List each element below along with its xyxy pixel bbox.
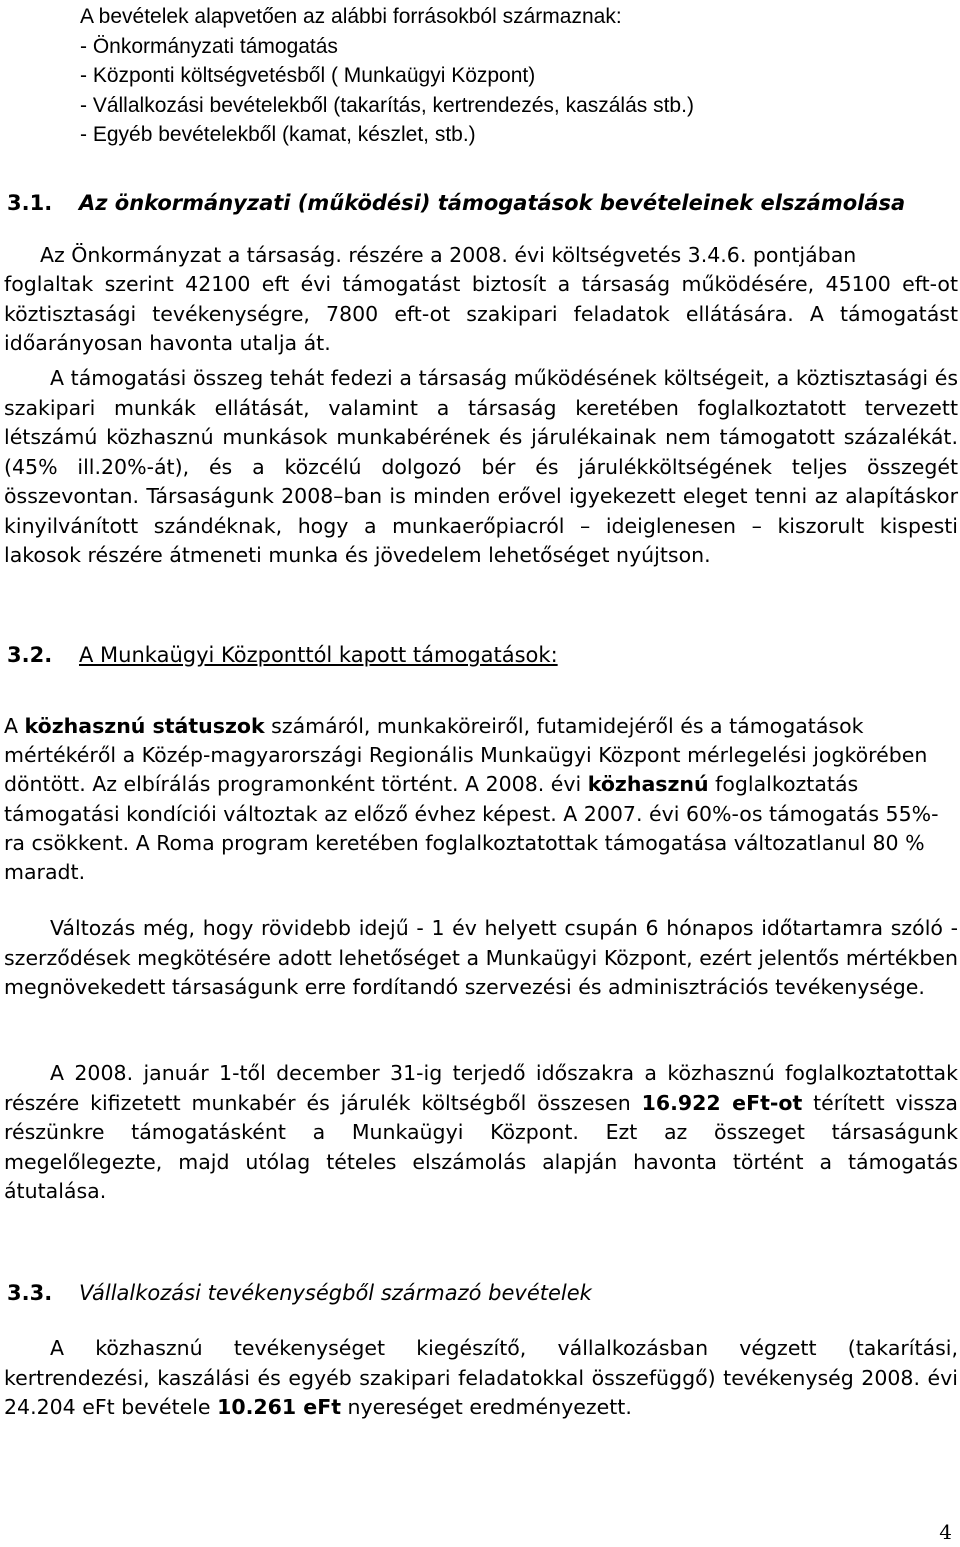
intro-item: - Központi költségvetésből ( Munkaügyi Központ)	[80, 64, 536, 87]
section-heading-3-3	[7, 1278, 592, 1308]
intro-item: - Egyéb bevételekből (kamat, készlet, stb.)	[80, 123, 476, 146]
section-number: 3.2.	[7, 643, 53, 667]
section-title: A Munkaügyi Központtól kapott támogatások:	[79, 643, 558, 667]
paragraph-3-1-body: foglaltak szerint 42100 eft évi támogatást biztosít a társaság működésére, 45100 eft-ot köztisztasági tevékenységre, 7800 eft-ot szakipari feladatok ellátására. A támogatást időarányosan havonta utalja át.	[4, 272, 958, 355]
section-title: Vállalkozási tevékenységből származó bevételek	[79, 1281, 592, 1305]
section-number: 3.1.	[7, 191, 53, 215]
page-number: 4	[939, 1520, 952, 1544]
section-heading-3-1	[7, 188, 905, 218]
section-heading-3-2	[7, 640, 558, 670]
section-number: 3.3.	[7, 1281, 53, 1305]
paragraph-3-1-first-line: Az Önkormányzat a társaság. részére a 2008. évi költségvetés 3.4.6. pontjában	[40, 243, 857, 267]
paragraph-3-2-third: A 2008. január 1-től december 31-ig terjedő időszakra a közhasznú foglalkoztatottak részére kifizetett munkabér és járulék költségből összesen 16.922 eFt-ot térített vissza részünkre támogatásként a Munkaügyi Központ. Ezt az összeget társaságunk megelőlegezte, majd utólag tételes elszámolás alapján havonta történt a támogatás átutalása.	[4, 1061, 958, 1203]
intro-item: - Önkormányzati támogatás	[80, 34, 338, 58]
paragraph-3-3: A közhasznú tevékenységet kiegészítő, vállalkozásban végzett (takarítási, kertrendezési, kaszálási és egyéb szakipari feladatokkal összefüggő) tevékenység 2008. évi 24.204 eFt bevétele 10.261 eFt nyereséget eredményezett.	[4, 1336, 958, 1419]
paragraph-3-2-second: Változás még, hogy rövidebb idejű - 1 év helyett csupán 6 hónapos időtartamra szóló - szerződések megkötésére adott lehetőséget a Munkaügyi Központ, ezért jelentős mértékben megnövekedett társaságunk erre fordítandó szervezési és adminisztrációs tevékenysége.	[4, 916, 958, 999]
paragraph-3-1-second: A támogatási összeg tehát fedezi a társaság működésének költségeit, a köztisztasági és szakipari munkák ellátását, valamint a társaság keretében foglalkoztatott tervezett létszámú közhasznú munkások munkabérének és járulékainak nem támogatott százalékát.(45% ill.20%-át), és a közcélú dolgozó bér és járulékköltségének teljes összegét összevontan. Társaságunk 2008–ban is minden erővel igyekezett eleget tenni az alapításkor kinyilvánított szándéknak, hogy a munkaerőpiacról – ideiglenesen – kiszorult kispesti lakosok részére átmeneti munka és jövedelem lehetőséget nyújtson.	[4, 366, 958, 567]
intro-lead: A bevételek alapvetően az alábbi forrásokból származnak:	[80, 5, 622, 28]
intro-block	[80, 2, 950, 150]
paragraph-3-2-first: A közhasznú státuszok számáról, munkaköreiről, futamidejéről és a támogatások mértékéről a Közép-magyarországi Regionális Munkaügyi Központ mérlegelési jogkörében döntött. Az elbírálás programonként történt. A 2008. évi közhasznú foglalkoztatás támogatási kondíciói változtak az előző évhez képest. A 2007. évi 60%-os támogatás 55%-ra csökkent. A Roma program keretében foglalkoztatottak támogatása változatlanul 80 % maradt.	[4, 714, 939, 885]
intro-item: - Vállalkozási bevételekből (takarítás, kertrendezés, kaszálás stb.)	[80, 93, 694, 117]
section-title: Az önkormányzati (működési) támogatások bevételeinek elszámolása	[79, 191, 906, 215]
